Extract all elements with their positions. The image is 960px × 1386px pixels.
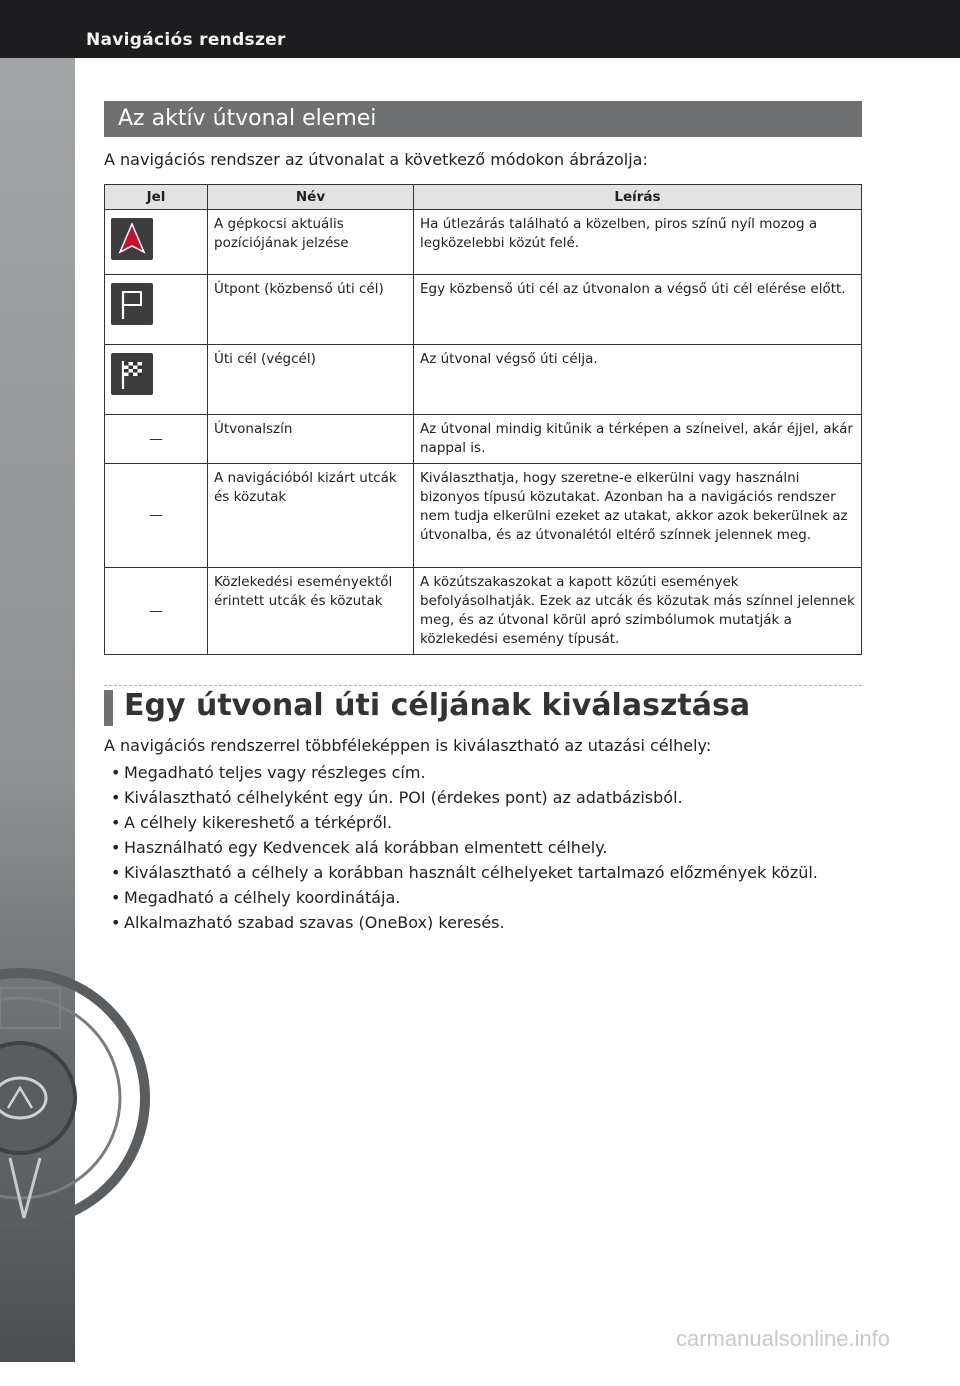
table-cell-jel (105, 275, 208, 345)
table-cell-name: Közlekedési eseményektől érintett utcák és közutak (208, 568, 414, 655)
destination-options-list (110, 760, 830, 935)
table-cell-jel (105, 345, 208, 415)
table-row (105, 464, 862, 568)
section-accent-bar (104, 690, 113, 726)
column-header-jel: Jel (105, 185, 208, 210)
table-row (105, 210, 862, 275)
section-intro: A navigációs rendszer az útvonalat a következő módokon ábrázolja: (104, 150, 648, 169)
table-cell-jel (105, 210, 208, 275)
table-cell-name: Útvonalszín (208, 415, 414, 464)
list-item: • Kiválasztható a célhely a korábban használt célhelyeket tartalmazó előzmények közül. (110, 860, 830, 885)
steering-wheel-icon (0, 918, 75, 1358)
table-row (105, 415, 862, 464)
table-row (105, 345, 862, 415)
red-arrow-icon (111, 218, 153, 260)
list-item: • A célhely kikereshető a térképről. (110, 810, 830, 835)
table-cell-desc: Ha útlezárás található a közelben, piros színű nyíl mozog a legközelebbi közút felé. (414, 210, 862, 275)
section-divider (104, 685, 862, 686)
list-item: • Megadható a célhely koordinátája. (110, 885, 830, 910)
table-cell-jel: — (105, 464, 208, 568)
section-heading-bar (104, 101, 862, 137)
table-row (105, 275, 862, 345)
table-header-row (105, 185, 862, 210)
table-cell-name: A navigációból kizárt utcák és közutak (208, 464, 414, 568)
table-cell-desc: A közútszakaszokat a kapott közúti események befolyásolhatják. Ezek az utcák és közutak más színnel jelennek meg, és az útvonal körül apró szimbólumok mutatják a közlekedési esemény típusát. (414, 568, 862, 655)
list-item: • Használható egy Kedvencek alá korábban elmentett célhely. (110, 835, 830, 860)
column-header-nev: Név (208, 185, 414, 210)
flag-icon (111, 283, 153, 325)
route-elements-table (104, 184, 862, 655)
table-cell-desc: Egy közbenső úti cél az útvonalon a végső úti cél elérése előtt. (414, 275, 862, 345)
table-cell-desc: Az útvonal végső úti célja. (414, 345, 862, 415)
table-cell-name: Úti cél (végcél) (208, 345, 414, 415)
list-item: • Megadható teljes vagy részleges cím. (110, 760, 830, 785)
sidebar-decoration (0, 58, 75, 1385)
section-2-intro: A navigációs rendszerrel többféleképpen is kiválasztható az utazási célhely: (104, 736, 712, 755)
section-title-2: Egy útvonal úti céljának kiválasztása (124, 688, 751, 723)
column-header-leiras: Leírás (414, 185, 862, 210)
table-cell-name: A gépkocsi aktuális pozíciójának jelzése (208, 210, 414, 275)
table-cell-jel: — (105, 568, 208, 655)
header-bar (0, 0, 960, 58)
watermark-text: carmanualsonline.info (676, 1326, 891, 1351)
header-title: Navigációs rendszer (86, 30, 286, 50)
checkered-flag-icon (111, 353, 153, 395)
table-row (105, 568, 862, 655)
list-item: • Kiválasztható célhelyként egy ún. POI (érdekes pont) az adatbázisból. (110, 785, 830, 810)
table-cell-desc: Kiválaszthatja, hogy szeretne-e elkerülni vagy használni bizonyos típusú közutakat. Azonban ha a navigációs rendszer nem tudja elkerülni ezeket az utakat, akkor azok bekerülnek az útvonalba, és az útvonalétól eltérő színnek jelennek meg. (414, 464, 862, 568)
table-cell-name: Útpont (közbenső úti cél) (208, 275, 414, 345)
list-item: • Alkalmazható szabad szavas (OneBox) keresés. (110, 910, 830, 935)
section-title: Az aktív útvonal elemei (118, 106, 377, 131)
table-cell-jel: — (105, 415, 208, 464)
table-cell-desc: Az útvonal mindig kitűnik a térképen a színeivel, akár éjjel, akár nappal is. (414, 415, 862, 464)
page-number: 5-30 (4, 1360, 49, 1385)
